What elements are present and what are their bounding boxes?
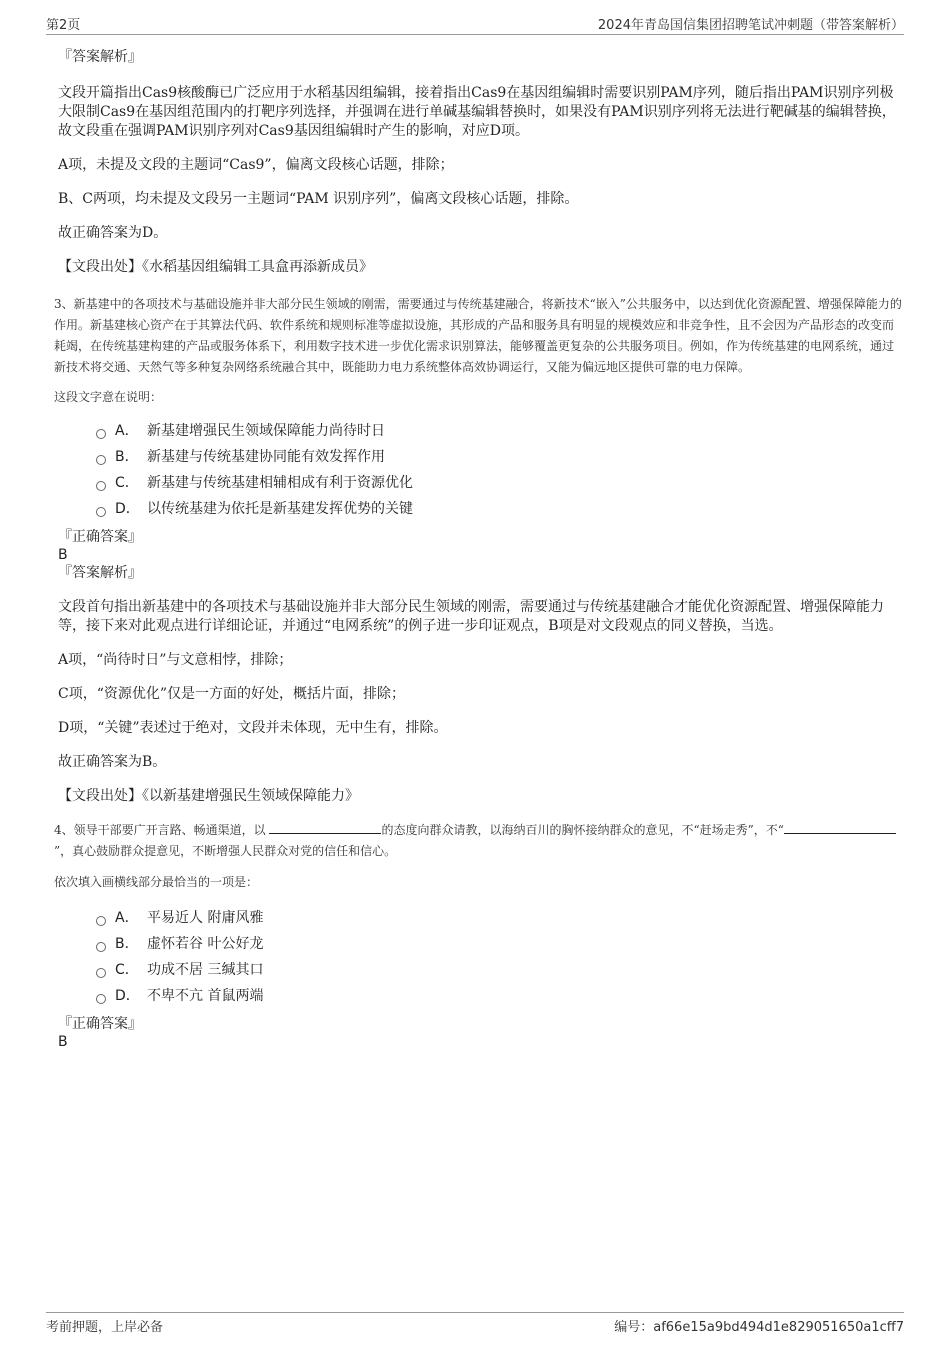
option-text: 新基建与传统基建相辅相成有利于资源优化 — [147, 475, 413, 491]
page-content — [54, 44, 902, 1051]
option-text: 以传统基建为依托是新基建发挥优势的关键 — [147, 501, 413, 517]
option-letter: B． — [115, 936, 139, 952]
radio-icon[interactable] — [96, 481, 106, 491]
analysis-text: 文段开篇指出Cas9核酸酶已广泛应用于水稻基因组编辑，接着指出Cas9在基因组编辑时需要识别PAM序列，随后指出PAM识别序列极大限制Cas9在基因组范围内的打靶序列选择，并强调在进行单碱基编辑替换时，如果没有PAM识别序列将无法进行靶碱基的编辑替换，故文段重在强调PAM识别序列对Cas9基因组编辑时产生的影响，对应D项。 — [58, 85, 896, 139]
question-3-options — [96, 418, 902, 522]
analysis-conclusion: 故正确答案为D。 — [58, 225, 168, 241]
option-text: 不卑不亢 首鼠两端 — [147, 988, 264, 1004]
radio-icon[interactable] — [96, 994, 106, 1004]
analysis-conclusion: 故正确答案为B。 — [58, 754, 167, 770]
fill-blank — [784, 820, 896, 834]
radio-icon[interactable] — [96, 942, 106, 952]
radio-icon[interactable] — [96, 455, 106, 465]
option-d[interactable] — [96, 496, 902, 522]
option-letter: B． — [115, 449, 139, 465]
analysis-point: A项，未提及文段的主题词“Cas9”，偏离文段核心话题，排除； — [58, 157, 454, 173]
option-letter: D． — [115, 988, 140, 1004]
source-citation: 【文段出处】《以新基建增强民生领域保障能力》 — [58, 788, 359, 804]
analysis-point: B、C两项，均未提及文段另一主题词“PAM 识别序列”，偏离文段核心话题，排除。 — [58, 191, 579, 207]
footer-slogan: 考前押题，上岸必备 — [46, 1320, 164, 1335]
page-number: 第2页 — [46, 18, 81, 33]
question-4-text-part: 4、领导干部要广开言路、畅通渠道，以 — [54, 823, 266, 837]
question-4-options — [96, 905, 902, 1009]
option-text: 平易近人 附庸风雅 — [147, 910, 264, 926]
option-a[interactable] — [96, 418, 902, 444]
question-3-prompt: 这段文字意在说明： — [54, 390, 163, 404]
option-text: 新基建与传统基建协同能有效发挥作用 — [147, 449, 385, 465]
radio-icon[interactable] — [96, 968, 106, 978]
correct-answer: B — [58, 547, 68, 563]
option-letter: A． — [115, 910, 139, 926]
question-4-text-part: 的态度向群众请教，以海纳百川的胸怀接纳群众的意见，不“赶场走秀”，不“ — [381, 823, 784, 837]
option-letter: A． — [115, 423, 139, 439]
page-footer — [46, 1312, 904, 1337]
option-letter: D． — [115, 501, 140, 517]
option-text: 虚怀若谷 叶公好龙 — [147, 936, 264, 952]
source-citation: 【文段出处】《水稻基因组编辑工具盒再添新成员》 — [58, 259, 373, 275]
code-label: 编号： — [614, 1320, 654, 1335]
option-letter: C． — [115, 475, 139, 491]
question-4-text-part: ”，真心鼓励群众提意见，不断增强人民群众对党的信任和信心。 — [54, 844, 397, 858]
option-text: 新基建增强民生领域保障能力尚待时日 — [147, 423, 385, 439]
analysis-point: D项，“关键”表述过于绝对，文段并未体现，无中生有，排除。 — [58, 720, 448, 736]
option-b[interactable] — [96, 444, 902, 470]
analysis-label: 『答案解析』 — [58, 565, 142, 581]
radio-icon[interactable] — [96, 429, 106, 439]
question-4-prompt: 依次填入画横线部分最恰当的一项是： — [54, 875, 259, 889]
question-4-text — [54, 820, 902, 862]
radio-icon[interactable] — [96, 507, 106, 517]
option-d[interactable] — [96, 983, 902, 1009]
fill-blank — [269, 820, 381, 834]
option-b[interactable] — [96, 931, 902, 957]
document-code — [614, 1316, 904, 1335]
analysis-label: 『答案解析』 — [58, 49, 142, 65]
analysis-text: 文段首句指出新基建中的各项技术与基础设施并非大部分民生领域的刚需，需要通过与传统基建融合才能优化资源配置、增强保障能力等，接下来对此观点进行详细论证，并通过“电网系统”的例子进一步印证观点，B项是对文段观点的同义替换，当选。 — [58, 599, 884, 634]
page-header — [46, 14, 904, 35]
option-c[interactable] — [96, 470, 902, 496]
correct-answer-label: 『正确答案』 — [58, 529, 142, 545]
correct-answer: B — [58, 1034, 68, 1050]
code-value: af66e15a9bd494d1e829051650a1cff7 — [653, 1320, 904, 1335]
option-letter: C． — [115, 962, 139, 978]
option-c[interactable] — [96, 957, 902, 983]
radio-icon[interactable] — [96, 916, 106, 926]
option-text: 功成不居 三缄其口 — [147, 962, 264, 978]
correct-answer-label: 『正确答案』 — [58, 1016, 142, 1032]
question-3-text: 3、新基建中的各项技术与基础设施并非大部分民生领域的刚需，需要通过与传统基建融合，将新技术“嵌入”公共服务中，以达到优化资源配置、增强保障能力的作用。新基建核心资产在于其算法代码、软件系统和规则标准等虚拟设施，其形成的产品和服务具有明显的规模效应和非竞争性，且不会因为产品形态的改变而耗竭，在传统基建构建的产品或服务体系下，利用数字技术进一步优化需求识别算法，能够覆盖更复杂的公共服务项目。例如，作为传统基建的电网系统，通过新技术将交通、天然气等多种复杂网络系统融合其中，既能助力电力系统整体高效协调运行，又能为偏远地区提供可靠的电力保障。 — [54, 297, 902, 374]
option-a[interactable] — [96, 905, 902, 931]
analysis-point: A项，“尚待时日”与文意相悖，排除； — [58, 652, 293, 668]
document-title: 2024年青岛国信集团招聘笔试冲刺题（带答案解析） — [597, 18, 904, 33]
analysis-point: C项，“资源优化”仅是一方面的好处，概括片面，排除； — [58, 686, 406, 702]
